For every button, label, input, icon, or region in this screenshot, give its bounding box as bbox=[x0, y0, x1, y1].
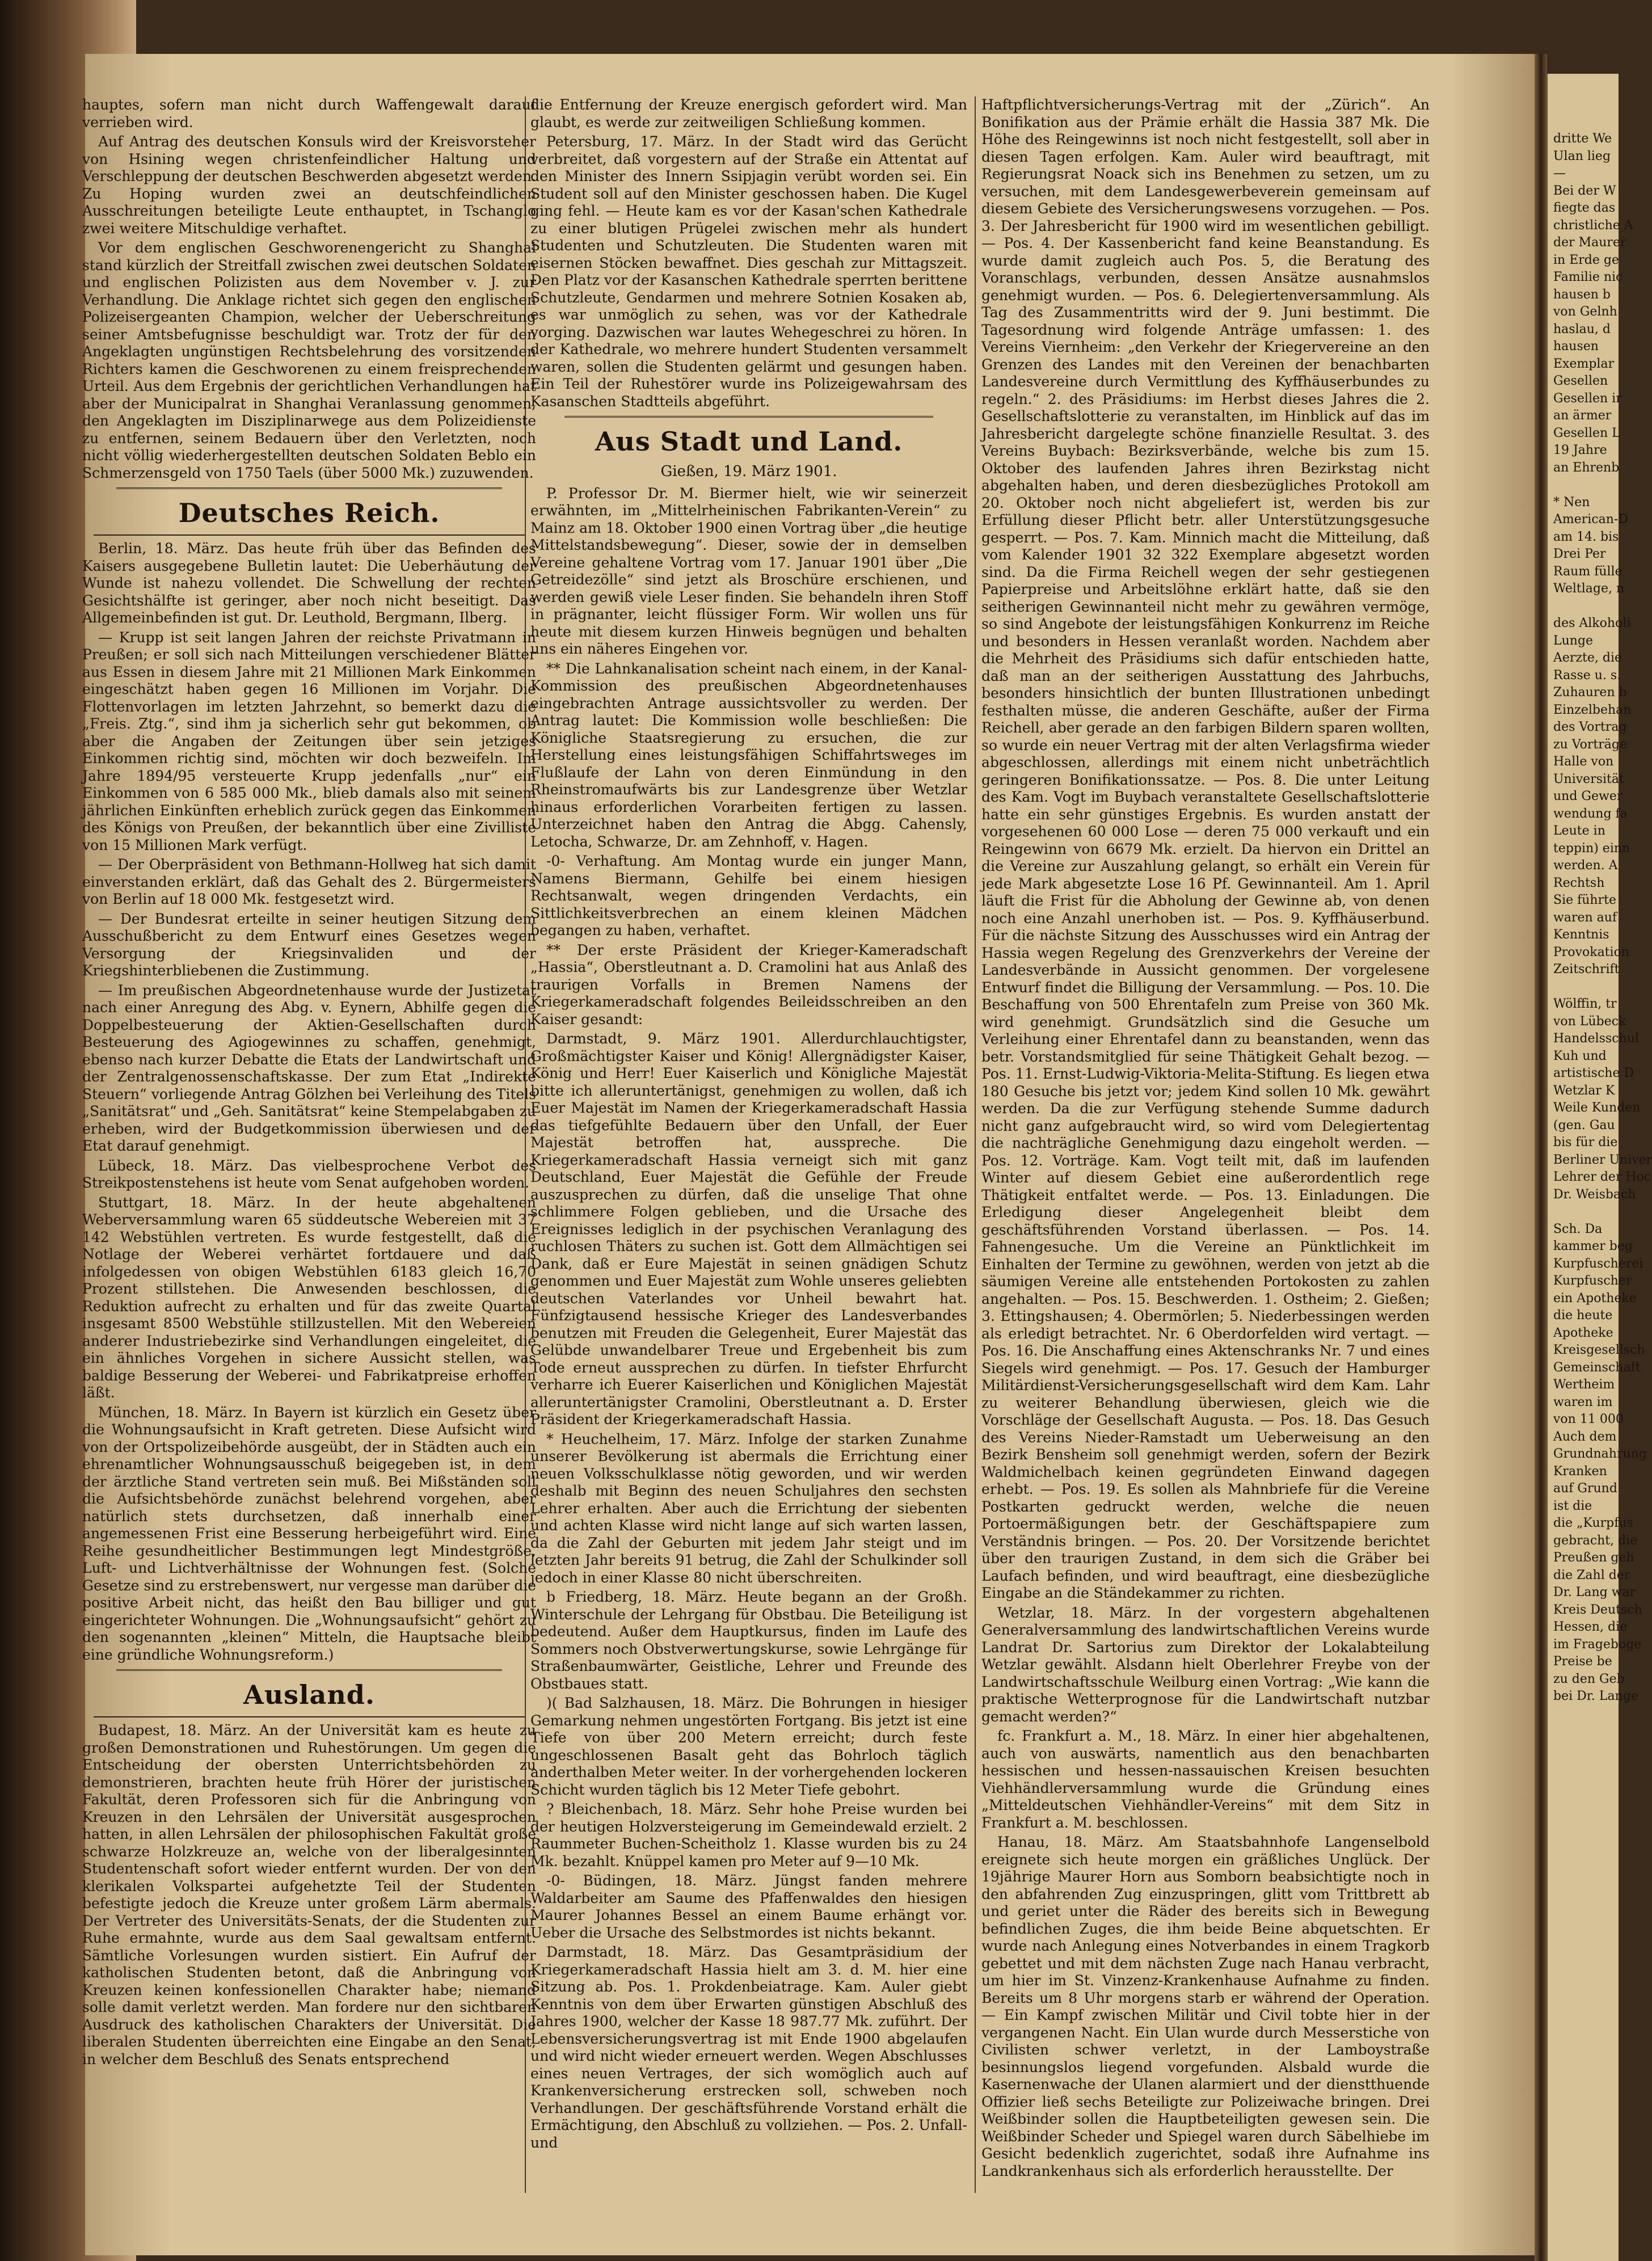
heading-ausland: Ausland. bbox=[243, 1679, 375, 1710]
adjacent-page-line: * Nen bbox=[1553, 495, 1590, 510]
adjacent-page-line: Weltlage, n bbox=[1553, 582, 1625, 596]
paragraph-biermer: P. Professor Dr. M. Biermer hielt, wie wir seinerzeit erwähnten, im „Mittelrheinischen Fabrikanten-Verein“ zu Mainz am 18. Oktober 1900 einen Vortrag über „die heutige Mittelstandsbewegung“. Dieser, sowie der in demselben Vereine gehaltene Vortrag vom 17. Januar 1901 über „Die Getreidezölle“ sind jetzt als Broschüre erschienen, und werden gewiß viele Leser finden. Sie behandeln ihren Stoff in prägnanter, leicht flüssiger Form. Wir wollen uns für heute mit diesem kurzen Hinweis begnügen und behalten uns ein näheres Eingehen vor. bbox=[530, 485, 967, 657]
paragraph-beileidsschreiben: Darmstadt, 9. März 1901. Allerdurchlauchtigster, Großmächtigster Kaiser und König! Allergnädigster Kaiser, König und Herr! Euer Kaiserlich und Königliche Majestät bitte ich alleruntertänigst, genehmigen zu wollen, daß ich Euer Majestät im Namen der Kriegerkameradschaft Hassia das tiefgefühlte Bedauern über den Unfall, der Euer Majestät betroffen hat, ausspreche. Die Kriegerkameradschaft Hassia verneigt sich mit ganz Deutschland, Euer Majestät die Gefühle der Freude auszusprechen zu dürfen, daß die unselige That ohne schlimmere Folgen geblieben, und die Ursache des Ereignisses lediglich in der psychischen Veranlagung des ruchlosen Thäters zu suchen ist. Gott dem Allmächtigen sei Dank, daß er Eure Majestät in seinen gnädigen Schutz genommen und Euer Majestät zum Wohle unseres geliebten deutschen Vaterlandes vor Unheil bewahrt hat. Fünfzigtausend hessische Krieger des Landesverbandes benutzen mit Freuden die Gelegenheit, Eurer Majestät das Gelübde unwandelbarer Treue und Ergebenheit bis zum Tode erneut aussprechen zu dürfen. In tiefster Ehrfurcht verharre ich Euerer Kaiserlichen und Königlichen Majestät alleruntertänigster Cramolini, Oberstleutnant a. D. Erster Präsident der Kriegerkameradschaft Hassia. bbox=[530, 1030, 967, 1428]
adjacent-page-line: Halle von bbox=[1553, 755, 1614, 769]
adjacent-page-line: Dr. Weisbach bbox=[1553, 1187, 1636, 1202]
adjacent-page-line: Auch dem bbox=[1553, 1429, 1617, 1444]
paragraph-friedberg: b Friedberg, 18. März. Heute begann an der Großh. Winterschule der Lehrgang für Obstbau. Die Beteiligung ist bedeutend. Außer dem Hauptkursus, finden im Laufe des Sommers noch Obstverwertungskurse, sowie Lehrgänge für Straßenbaumwärter, Geistliche, Lehrer und Freunde des Obstbaues statt. bbox=[530, 1589, 967, 1692]
adjacent-page-line: Wertheim bbox=[1553, 1378, 1615, 1392]
adjacent-page-line: Wetzlar K bbox=[1553, 1083, 1615, 1098]
paragraph-krupp: — Krupp ist seit langen Jahren der reichste Privatmann in Preußen; er soll sich nach Mitteilungen verschiedener Blätter aus Essen in diesem Jahre mit 21 Millionen Mark Einkommen eingeschätzt haben gegen 16 Millionen im Vorjahr. Die Flottenvorlagen im letzten Jahrzehnt, so bemerkt dazu die „Freis. Ztg.“, sind ihm ja sicherlich sehr gut bekommen, ob aber die Angaben der Zeitungen über sein jetziges Einkommen richtig sind, möchten wir doch bezweifeln. Im Jahre 1894/95 versteuerte Krupp jedenfalls „nur“ ein Einkommen von 6 585 000 Mk., blieb damals also mit seinem jährlichen Einkünften erheblich zurück gegen das Einkommen des Königs von Preußen, der bekanntlich über eine Zivilliste von 15 Millionen Mark verfügt. bbox=[82, 629, 536, 853]
adjacent-page-line: bei Dr. Lange bbox=[1553, 1689, 1638, 1703]
adjacent-page-line: fiegte das bbox=[1553, 201, 1616, 215]
adjacent-page-line: von Lübeck bbox=[1553, 1014, 1626, 1029]
adjacent-page-line: ist die bbox=[1553, 1498, 1592, 1513]
column-1 bbox=[82, 96, 536, 2204]
heading-deutsches-reich: Deutsches Reich. bbox=[178, 498, 440, 528]
adjacent-page-line: Grundnahrung bbox=[1553, 1447, 1647, 1461]
adjacent-page-line: Apotheke bbox=[1553, 1325, 1613, 1340]
adjacent-page-line: 19 Jahre bbox=[1553, 443, 1607, 457]
column-3 bbox=[981, 96, 1430, 2204]
adjacent-page-line: von Gelnh bbox=[1553, 305, 1617, 319]
column-rule-2 bbox=[975, 96, 976, 2193]
adjacent-page-line: Preise be bbox=[1553, 1654, 1612, 1669]
adjacent-page-line bbox=[1548, 477, 1619, 494]
adjacent-page-line: die „Kurpfus bbox=[1553, 1516, 1633, 1530]
paragraph-bleichenbach: ? Bleichenbach, 18. März. Sehr hohe Preise wurden bei der heutigen Holzversteigerung im Gemeindewald erzielt. 2 Raummeter Buchen-Scheitholz 1. Klasse wurden bis zu 24 Mk. bezahlt. Knüppel kamen pro Meter auf 9—10 Mk. bbox=[530, 1801, 967, 1870]
paragraph-shanghai: Vor dem englischen Geschworenengericht zu Shanghai stand kürzlich der Streitfall zwischen zwei deutschen Soldaten und englischen Polizisten aus dem November v. J. zur Verhandlung. Die Anklage richtet sich gegen den englischen Polizeisergeanten Champion, welcher der Ueberschreitung seiner Amtsbefugnisse beschuldigt war. Trotz der für den Angeklagten ungünstigen Rechtsbelehrung des vorsitzenden Richters kamen die Geschworenen zu einem freisprechenden Urteil. Aus dem Ergebnis der gerichtlichen Verhandlungen hat aber der Municipalrat in Shanghai Veranlassung genommen, den Angeklagten im Disziplinarwege aus dem Polizeidienste zu entfernen, seinem Bedauern über den Verletzten, noch nicht völlig wiederhergestellten deutschen Soldaten Beblo ein Schmerzensgeld von 1750 Taels (über 5000 Mk.) zuzuwenden. bbox=[82, 239, 536, 481]
paragraph-berlin: Berlin, 18. März. Das heute früh über das Befinden des Kaisers ausgegebene Bulletin lautet: Die Ueberhäutung der Wunde ist nahezu vollendet. Die Schwellung der rechten Gesichtshälfte ist geringer, aber noch nicht beseitigt. Das Allgemeinbefinden ist gut. Dr. Leuthold, Bergmann, Ilberg. bbox=[82, 540, 536, 626]
adjacent-page-line: Rasse u. s. bbox=[1553, 668, 1621, 683]
adjacent-page-line: Gemeinschaft bbox=[1553, 1360, 1641, 1375]
adjacent-page-line: Provokation bbox=[1553, 945, 1629, 959]
adjacent-page-line: wendung fa bbox=[1553, 806, 1628, 821]
adjacent-page-line: und Gewer bbox=[1553, 789, 1623, 803]
adjacent-page-line: Gesellen bbox=[1553, 374, 1608, 388]
paragraph-heuchelheim: * Heuchelheim, 17. März. Infolge der starken Zunahme unserer Bevölkerung ist abermals die Errichtung einer neuen Volksschulklasse nötig geworden, und wir werden deshalb mit Beginn des neuen Schuljahres den sechsten Lehrer erhalten. Aber auch die Errichtung der siebenten und achten Klasse wird nicht lange auf sich warten lassen, da die Zahl der Geburten mit jedem Jahr steigt und im letzten Jahr bereits 91 betrug, die Zahl der Schulkinder soll jedoch in einer Klasse 80 nicht überschreiten. bbox=[530, 1430, 967, 1586]
adjacent-page-line: Dr. Lang war bbox=[1553, 1585, 1636, 1599]
adjacent-page-line: Gesellen ir bbox=[1553, 391, 1622, 406]
adjacent-page-line bbox=[1548, 598, 1619, 616]
adjacent-page-line: Drei Per bbox=[1553, 547, 1606, 561]
paragraph-wetzlar: Wetzlar, 18. März. In der vorgestern abgehaltenen Generalversammlung des landwirtschaftlichen Vereins wurde Landrat Dr. Sartorius zum Direktor der Lokalabteilung Wetzlar gewählt. Alsdann hielt Oberlehrer Freybe von der Landwirtschaftsschule Weilburg einen Vortrag: „Wie kann die praktische Wetterprognose für die Landwirtschaft nutzbar gemacht werden?“ bbox=[981, 1604, 1430, 1725]
adjacent-page-line: zu Vorträge bbox=[1553, 737, 1627, 752]
dateline: Gießen, 19. März 1901. bbox=[660, 463, 837, 480]
adjacent-page-line: kammer beg bbox=[1553, 1239, 1633, 1253]
adjacent-page-line: hausen b bbox=[1553, 287, 1611, 302]
adjacent-page-line: auf Grund bbox=[1553, 1481, 1617, 1496]
adjacent-page-line: Kurpfuscherei bbox=[1553, 1256, 1643, 1271]
adjacent-page-line: American-D bbox=[1553, 512, 1628, 527]
adjacent-page-line: Kranken bbox=[1553, 1464, 1607, 1479]
paragraph-intro: hauptes, sofern man nicht durch Waffengewalt darauf verrieben wird. bbox=[82, 96, 536, 130]
adjacent-page-line bbox=[1548, 1203, 1619, 1221]
paragraph-budapest: Budapest, 18. März. An der Universität kam es heute zu großen Demonstrationen und Ruhestörungen. Um gegen die Entscheidung der obersten Unterrichtsbehörden zu demonstrieren, brachten heute früh Hörer der juristischen Fakultät, deren Professoren sich für die Anbringung von Kreuzen in den Lehrsälen der Universität ausgesprochen hatten, in allen Lehrsälen der philosophischen Fakultät große schwarze Holzkreuze an, welche von der liberalgesinnten Studentenschaft sofort wieder entfernt wurden. Der von den klerikalen Volkspartei aufgehetzte Teil der Studenten befestigte jedoch die Kreuze unter großem Lärm abermals. Der Vertreter des Universitäts-Senats, der die Studenten zur Ruhe ermahnte, wurde aus dem Saal gewaltsam entfernt. Sämtliche Vorlesungen wurden sistiert. Ein Aufruf der katholischen Studenten betont, daß die Anbringung von Kreuzen keinen konfessionellen Charakter habe; niemand solle damit verletzt werden. Man fordere nur den sichtbaren Ausdruck des katholischen Charakters der Universität. Die liberalen Studenten überreichten eine Eingabe an den Senat, in welcher dem Beschluß des Senats entsprechend bbox=[82, 1722, 536, 2068]
adjacent-page-line: die heute bbox=[1553, 1308, 1613, 1323]
adjacent-page-line: Lehrer der Hoc bbox=[1553, 1170, 1651, 1184]
adjacent-page-line: zu den Geb bbox=[1553, 1671, 1625, 1686]
paragraph-hanau: Hanau, 18. März. Am Staatsbahnhofe Langenselbold ereignete sich heute morgen ein gräßliches Unglück. Der 19jährige Maurer Horn aus Somborn beabsichtigte noch in den abfahrenden Zug einzuspringen, glitt vom Trittbrett ab und geriet unter die Räder des bereits sich in Bewegung befindlichen Zuges, die ihm beide Beine abquetschten. Er wurde nach Anlegung eines Notverbandes in einem Tragkorb gebettet und mit dem nächsten Zuge nach Hanau verbracht, um hier im St. Vinzenz-Krankenhause Aufnahme zu finden. Bereits um 8 Uhr morgens starb er während der Operation. — Ein Kampf zwischen Militär und Civil tobte hier in der vergangenen Nacht. Ein Ulan wurde durch Messerstiche von Civilisten schwer verletzt, in der Lamboystraße besinnungslos liegend vorgefunden. Alsbald wurde die Kasernenwache der Ulanen alarmiert und der dienstthuende Offizier ließ sechs Beteiligte zur Polizeiwache bringen. Drei Weißbinder sollen die Hauptbeteiligten gewesen sein. Die Weißbinder Scheder und Spiegel waren durch Säbelhiebe im Gesicht bedenklich zugerichtet, sodaß ihre Aufnahme ins Landkrankenhaus sich als erforderlich herausstellte. Der bbox=[981, 1834, 1430, 2179]
paragraph-frankfurt: fc. Frankfurt a. M., 18. März. In einer hier abgehaltenen, auch von auswärts, namentlich aus den benachbarten hessischen und hessen-nassauischen Kreisen besuchten Viehhändlerversammlung wurde die Gründung eines „Mitteldeutschen Viehhändler-Vereins“ mit dem Sitz in Frankfurt a. M. beschlossen. bbox=[981, 1728, 1430, 1831]
adjacent-page-line: Kuh und bbox=[1553, 1049, 1607, 1063]
adjacent-page-line: Hessen, die bbox=[1553, 1620, 1628, 1634]
book-gutter bbox=[1535, 54, 1547, 2261]
adjacent-page-line: Kenntnis bbox=[1553, 928, 1609, 942]
paragraph-darmstadt-sitzung: Darmstadt, 18. März. Das Gesamtpräsidium der Kriegerkameradschaft Hassia hielt am 3. d. M. hier eine Sitzung ab. Pos. 1. Prokdenbeiatrage. Kam. Auler giebt Kenntnis von dem über Erwarten günstigen Abschluß des Jahres 1900, welcher der Kasse 18 987.77 Mk. zuführt. Der Lebensversicherungsvertrag ist mit Ende 1900 abgelaufen und wird nicht wieder erneuert werden. Wegen Abschlusses eines neuen Vertrages, der sich womöglich auch auf Krankenversicherung erstrecken soll, schweben noch Verhandlungen. Der geschäftsführende Vorstand erhält die Ermächtigung, den Abschluß zu vollziehen. — Pos. 2. Unfall- und bbox=[530, 1944, 967, 2151]
adjacent-page-line: Raum fülle bbox=[1553, 564, 1622, 579]
heading-rule bbox=[94, 534, 525, 536]
adjacent-page-line: werden. A bbox=[1553, 858, 1618, 873]
adjacent-page-line: Familie nic bbox=[1553, 270, 1623, 284]
adjacent-page-line: haslau, d bbox=[1553, 322, 1611, 336]
adjacent-page-line: waren im bbox=[1553, 1395, 1613, 1409]
section-rule bbox=[116, 1669, 502, 1671]
adjacent-page-line: ein Apotheke bbox=[1553, 1291, 1637, 1306]
paragraph-luebeck: Lübeck, 18. März. Das vielbesprochene Verbot des Streikpostenstehens ist heute vom Senat aufgehoben worden. bbox=[82, 1157, 536, 1191]
adjacent-page-line: Kreis Deutsch bbox=[1553, 1602, 1642, 1617]
paragraph-muenchen: München, 18. März. In Bayern ist kürzlich ein Gesetz über die Wohnungsaufsicht in Kraft getreten. Diese Aufsicht wird von der Ortspolizeibehörde ausgeübt, der in Städten auch ein ehrenamtlicher Wohnungsausschuß beigegeben ist, in dem der ärztliche Stand vertreten sein muß. Bei Mißständen soll die Aufsichtsbehörde zunächst belehrend vorgehen, aber natürlich stets durchsetzen, daß innerhalb einer angemessenen Frist eine Besserung herbeigeführt wird. Eine Reihe gesundheitlicher Bestimmungen legt Mindestgröße, Luft- und Lichtverhältnisse der Wohnungen fest. (Solche Gesetze sind zu erstrebenswert, nur vergesse man darüber die positive Arbeit nicht, das heißt den Bau billiger und gut eingerichteter Wohnungen. Die „Wohnungsaufsicht“ gehört zu den sogenannten „kleinen“ Mitteln, die Hauptsache bleibt eine gründliche Wohnungsreform.) bbox=[82, 1404, 536, 1663]
adjacent-page-line: Aerzte, die bbox=[1553, 651, 1622, 665]
adjacent-page-line: Sie führte bbox=[1553, 893, 1616, 907]
adjacent-page-line: Weile Kunden bbox=[1553, 1101, 1641, 1115]
paragraph-lahnkanalisation: ** Die Lahnkanalisation scheint nach einem, in der Kanal-Kommission des preußischen Abgeordnetenhauses eingebrachten Antrage aussichtsvoller zu werden. Der Antrag lautet: Die Kommission wolle beschließen: Die Königliche Staatsregierung zu ersuchen, die zur Herstellung eines leistungsfähigen Schiffahrtsweges im Flußlaufe der Lahn von deren Einmündung in den Rheinstromaufwärts bis zur Landesgrenze über Wetzlar hinaus erforderlichen Vorarbeiten fertigen zu lassen. Unterzeichnet haben den Antrag die Abgg. Cahensly, Letocha, Schwarze, Dr. am Zehnhoff, v. Hagen. bbox=[530, 660, 967, 850]
heading-rule bbox=[94, 1716, 525, 1717]
paragraph-salzhausen: )( Bad Salzhausen, 18. März. Die Bohrungen in hiesiger Gemarkung nehmen ungestörten Fortgang. Bis jetzt ist eine Tiefe von über 200 Metern erreicht; durch feste ungeschlossenen Basalt geht das Bohrloch täglich anderthalben Meter weiter. In der vorhergehenden lockeren Schicht wurden täglich bis 12 Meter Tiefe gebohrt. bbox=[530, 1695, 967, 1798]
adjacent-page-line: artistische D bbox=[1553, 1066, 1634, 1080]
adjacent-page-line: von 11 000 bbox=[1553, 1412, 1624, 1426]
adjacent-page-line: des Alkoholi bbox=[1553, 616, 1631, 630]
adjacent-page-line: Preußen geh bbox=[1553, 1551, 1634, 1565]
adjacent-page-line: Leute in bbox=[1553, 824, 1605, 838]
adjacent-page-line: Bei der W bbox=[1553, 183, 1616, 198]
adjacent-page-line: Handelsschul bbox=[1553, 1031, 1639, 1046]
adjacent-page-line: Wölffin, tr bbox=[1553, 997, 1617, 1011]
paragraph-bundesrat: — Der Bundesrat erteilte in seiner heutigen Sitzung dem Ausschußbericht zu dem Entwurf eines Gesetzes wegen Versorgung der Kriegsinvaliden und der Kriegshinterbliebenen die Zustimmung. bbox=[82, 910, 536, 979]
adjacent-page-edge bbox=[1546, 74, 1652, 2261]
column-2 bbox=[530, 96, 967, 2204]
paragraph-kriegerkameradschaft: ** Der erste Präsident der Krieger-Kameradschaft „Hassia“, Oberstleutnant a. D. Cramolini hat aus Anlaß des traurigen Vorfalls in Bremen Namens der Kriegerkameradschaft folgendes Beileidsschreiben an den Kaiser gesandt: bbox=[530, 941, 967, 1028]
adjacent-page-text bbox=[1548, 74, 1652, 1706]
adjacent-page-line: christliche A bbox=[1553, 218, 1633, 233]
adjacent-page-line: waren auf bbox=[1553, 910, 1617, 925]
adjacent-page-line: Einzelbehan bbox=[1553, 702, 1632, 717]
adjacent-page-line: des Vortrag bbox=[1553, 720, 1627, 734]
adjacent-page-line: der Maurer bbox=[1553, 235, 1626, 250]
adjacent-page-line: an Ehrenb bbox=[1553, 460, 1620, 475]
section-rule bbox=[116, 487, 502, 489]
paragraph-kreuze: die Entfernung der Kreuze energisch gefordert wird. Man glaubt, es werde zur zeitweiligen Schließung kommen. bbox=[530, 96, 967, 130]
paragraph-buedingen: -0- Büdingen, 18. März. Jüngst fanden mehrere Waldarbeiter am Saume des Pfaffenwaldes den hiesigen Maurer Johannes Bessel an einem Baume erhängt vor. Ueber die Ursache des Selbstmordes ist nichts bekannt. bbox=[530, 1872, 967, 1941]
adjacent-page-line: Zeitschrift bbox=[1553, 962, 1620, 976]
adjacent-page-line: dritte We bbox=[1553, 132, 1612, 146]
adjacent-page-line: teppin) einn bbox=[1553, 841, 1630, 856]
adjacent-page-line: gebracht, die bbox=[1553, 1533, 1638, 1548]
adjacent-page-line: Kurpfuscher bbox=[1553, 1274, 1632, 1288]
adjacent-page-line: Ulan lieg bbox=[1553, 149, 1611, 163]
adjacent-page-line: — bbox=[1553, 166, 1566, 180]
adjacent-page-line: hausen bbox=[1553, 339, 1599, 353]
adjacent-page-line bbox=[1548, 979, 1619, 996]
paragraph-stuttgart: Stuttgart, 18. März. In der heute abgehaltenen Weberversammlung waren 65 süddeutsche Webereien mit 37 142 Webstühlen vertreten. Es wurde festgestellt, daß die Notlage der Weberei verhärtet fortdauere und daß infolgedessen von obigen Webstühlen 6183 gleich 16,70 Prozent stillstehen. Die Anwesenden beschlossen, die Reduktion aufrecht zu erhalten und für das zweite Quartal insgesamt 8500 Webstühle stillzustellen. Mit den Webereien anderer Industriebezirke sind Verhandlungen eingeleitet, die ein ähnliches Vorgehen in sichere Aussicht stellen, was baldige Besserung der Weberei- und Fabrikatpreise erhoffen läßt. bbox=[82, 1194, 536, 1401]
adjacent-page-line: an ärmer bbox=[1553, 409, 1612, 423]
adjacent-page-line: am 14. bis bbox=[1553, 529, 1619, 544]
adjacent-page-line: Berliner Univer bbox=[1553, 1152, 1652, 1167]
paragraph-haftpflicht: Haftpflichtversicherungs-Vertrag mit der „Zürich“. An Bonifikation aus der Prämie erhält die Hassia 387 Mk. Die Höhe des Reingewinns ist noch nicht festgestellt, soll aber in diesen Tagen erfolgen. Kam. Auler wird beauftragt, mit Regierungsrat Noack sich ins Benehmen zu setzen, um zu versuchen, mit dem Landesgewerbeverein gemeinsam auf diesem Gebiete des Versicherungswesens vorzugehen. — Pos. 3. Der Jahresbericht für 1900 wird im wesentlichen gebilligt. — Pos. 4. Der Kassenbericht fand keine Beanstandung. Es wurde damit zugleich auch Pos. 5, die Beratung des Voranschlags, verbunden, dessen Ansätze ausnahmslos genehmigt wurden. — Pos. 6. Delegiertenversammlung. Als Tag des Zusammentritts wird der 9. Juni bestimmt. Die Tagesordnung wird folgende Anträge umfassen: 1. des Vereins Viernheim: „den Verkehr der Kriegervereine an den Grenzen des Landes mit den Vereinen der benachbarten Landesvereine durch Vermittlung des Kyffhäuserbundes zu regeln.“ 2. des Präsidiums: im Herbst dieses Jahres die 2. Gesellschaftslotterie zu veranstalten, im Hinblick auf das im Jahresbericht dargelegte schöne finanzielle Resultat. 3. des Vereins Buybach: Bezirksverbände, welche bis zum 15. Oktober des laufenden Jahres ihren Bezirkstag nicht abgehalten haben, und deren diesbezügliches Protokoll am 20. Oktober noch nicht abgeliefert ist, werden bis zur Erfüllung dieser Pflicht betr. aller Unterstützungsgesuche gesperrt. — Pos. 7. Kam. Minnich macht die Mitteilung, daß vom Kalender 1901 32 322 Exemplare abgesetzt worden sind. Da die Firma Reichell wegen der sehr gestiegenen Papierpreise und Arbeitslöhne erklärt hatte, daß sie den seitherigen Gewinnanteil nicht mehr zu gewähren vermöge, so sind Angebote der leistungsfähigen Konkurrenz im Reiche und besonders in Hessen veranlaßt worden. Nachdem aber die Mehrheit des Präsidiums sich dafür entschieden hatte, daß man an der seitherigen Ausstattung des Jahrbuchs, besonders hinsichtlich der bunten Illustrationen unbedingt festhalten müsse, die anderen Geschäfte, außer der Firma Reichell, aber gerade an den farbigen Bildern sparen wollten, so wurde ein neuer Vertrag mit der alten Verlagsfirma wieder abgeschlossen, allerdings mit einem nicht unbeträchtlich geringeren Bonifikationssatze. — Pos. 8. Die unter Leitung des Kam. Vogt im Buybach veranstaltete Gesellschaftslotterie hatte ein sehr günstiges Ergebnis. Es wurden anstatt der vorgesehenen 60 000 Lose — deren 75 000 verkauft und ein Reingewinn von 6679 Mk. erzielt. Da hiervon ein Drittel an die Vereine zur Auszahlung gelangt, so erhält ein Verein für jede Mark abgesetzte Lose 16 Pf. Gewinnanteil. Am 1. April läuft die Frist für die Abholung der Gewinne ab, von denen noch eine Anzahl unerhoben ist. — Pos. 9. Kyffhäuserbund. Für die nächste Sitzung des Ausschusses wird ein Antrag der Hassia wegen Regelung des Grenzverkehrs der Vereine der Landesverbände in Aussicht genommen. Der vorgelesene Entwurf findet die Billigung der Versammlung. — Pos. 10. Die Beschaffung von 500 Ehrentafeln zum Preise von 360 Mk. wird genehmigt. Grundsätzlich sind die Gesuche um Verleihung einer Ehrentafel dann zu beanstanden, wenn das betr. Vorstandsmitglied für seine Thätigkeit Gehalt bezog. — Pos. 11. Ernst-Ludwig-Viktoria-Melita-Stiftung. Es liegen etwa 180 Gesuche bis jetzt vor; jedem Kind sollen 10 Mk. gewährt werden. Da die zur Verfügung stehende Summe dadurch nicht ganz aufgebraucht wird, so wird vom Delegiertentag die nachträgliche Genehmigung dazu eingeholt werden. — Pos. 12. Vorträge. Kam. Vogt teilt mit, daß im laufenden Winter auf diesem Gebiet eine außerordentlich rege Thätigkeit entfaltet werde. — Pos. 13. Einladungen. Die Erledigung dieser Angelegenheit bleibt dem geschäftsführenden Vorstand überlassen. — Pos. 14. Fahnengesuche. Um die Vereine an Pünktlichkeit im Einhalten der Termine zu gewöhnen, werden von jetzt ab die säumigen Vereine alle entstehenden Portokosten zu zahlen angehalten. — Pos. 15. Beschwerden. 1. Ostheim; 2. Gießen; 3. Ettingshausen; 4. Obermörlen; 5. Niederbessingen werden als erledigt betrachtet. Nr. 6 Oberdorfelden wird vertagt. — Pos. 16. Die Anschaffung eines Aktenschranks Nr. 7 und eines Siegels wird genehmigt. — Pos. 17. Gesuch der Hamburger Militärdienst-Versicherungsgesellschaft wird dem Kam. Lahr zu weiterer Behandlung überwiesen, gleich wie die Vorschläge der Gesellschaft Augusta. — Pos. 18. Das Gesuch des Vereins Nieder-Ramstadt um Ueberweisung an den Bezirk Bensheim soll genehmigt werden, sofern der Bezirk Waldmichelbach keinen gegründeten Einwand dagegen erhebt. — Pos. 19. Es sollen als Mahnbriefe für die Vereine Postkarten gedruckt werden, welche die neuen Portoermäßigungen betr. der Geschäftspapiere zum Verständnis bringen. — Pos. 20. Der Vorsitzende berichtet über den traurigen Zustand, in dem sich die Gräber bei Laufach befinden, und wird beauftragt, eine diesbezügliche Eingabe an die Ständekammer zu richten. bbox=[981, 96, 1430, 1601]
adjacent-page-line: Sch. Da bbox=[1553, 1222, 1603, 1236]
paragraph-petersburg: Petersburg, 17. März. In der Stadt wird das Gerücht verbreitet, daß vorgestern auf der Straße ein Attentat auf den Minister des Innern Ssipjagin verübt worden sei. Ein Student soll auf den Minister geschossen haben. Die Kugel ging fehl. — Heute kam es vor der Kasan'schen Kathedrale zu einer blutigen Prügelei zwischen mehr als hundert Studenten und Schutzleuten. Die Studenten waren mit eisernen Stöcken bewaffnet. Dies geschah zur Mittagszeit. Den Platz vor der Kasanschen Kathedrale sperrten berittene Schutzleute, Gendarmen und mehrere Sotnien Kosaken ab, es war unmöglich zu sehen, was vor der Kathedrale vorging. Dazwischen war lautes Wehegeschrei zu hören. In der Kathedrale, wo mehrere hundert Studenten versammelt waren, sollen die Studenten gelärmt und gesungen haben. Ein Teil der Ruhestörer wurde ins Polizeigewahrsam des Kasanschen Stadtteils abgeführt. bbox=[530, 133, 967, 410]
paragraph-oberpraesident: — Der Oberpräsident von Bethmann-Hollweg hat sich damit einverstanden erklärt, daß das Gehalt des 2. Bürgermeisters von Berlin auf 18 000 Mk. festgesetzt wird. bbox=[82, 856, 536, 907]
paragraph-kreisvorsteher: Auf Antrag des deutschen Konsuls wird der Kreisvorsteher von Hsining wegen christenfeindlicher Haltung und Verschleppung der deutschen Beschwerden abgesetzt werden. Zu Hoping wurden zwei an deutschfeindlichen Ausschreitungen beteiligte Leute enthauptet, in Tschanglo zwei weitere Mitschuldige verhaftet. bbox=[82, 133, 536, 237]
adjacent-page-line: Lunge bbox=[1553, 633, 1594, 648]
adjacent-page-line: Universität bbox=[1553, 772, 1624, 786]
heading-aus-stadt-und-land: Aus Stadt und Land. bbox=[595, 426, 903, 457]
section-rule bbox=[564, 416, 933, 418]
adjacent-page-line: Kreisgesellsch bbox=[1553, 1343, 1645, 1357]
adjacent-page-line: bis für die bbox=[1553, 1135, 1618, 1150]
adjacent-page-line: Gesellen L bbox=[1553, 426, 1620, 440]
adjacent-page-line: die Zahl der bbox=[1553, 1568, 1630, 1582]
adjacent-page-line: Zuhauren b bbox=[1553, 685, 1627, 700]
adjacent-page-line: im Frageboge bbox=[1553, 1637, 1642, 1652]
adjacent-page-line: Exemplar bbox=[1553, 356, 1615, 371]
adjacent-page-line: in Erde ge bbox=[1553, 252, 1619, 267]
adjacent-page-line: Rechtsh bbox=[1553, 875, 1605, 890]
adjacent-page-line: (gen. Gau bbox=[1553, 1118, 1615, 1132]
paragraph-abgeordnetenhaus: — Im preußischen Abgeordnetenhause wurde der Justizetat nach einer Anregung des Abg. v. Eynern, Abhilfe gegen die Doppelbesteuerung der Aktien-Gesellschaften durch Besteuerung des Agiogewinnes zu schaffen, genehmigt, ebenso nach kurzer Debatte die Etats der Landwirtschaft und der Zentralgenossenschaftskasse. Der zum Etat „Indirekte Steuern“ vorliegende Antrag Gölzhen bei Verleihung des Titels „Sanitätsrat“ und „Geh. Sanitätsrat“ keine Stempelabgaben zu erheben, wird der Budgetkommission überwiesen und der Etat darauf genehmigt. bbox=[82, 982, 536, 1154]
paragraph-verhaftung: -0- Verhaftung. Am Montag wurde ein junger Mann, Namens Biermann, Gehilfe bei einem hiesigen Rechtsanwalt, wegen dringenden Verdachts, ein Sittlichkeitsverbrechen an einem kleinen Mädchen begangen zu haben, verhaftet. bbox=[530, 853, 967, 938]
